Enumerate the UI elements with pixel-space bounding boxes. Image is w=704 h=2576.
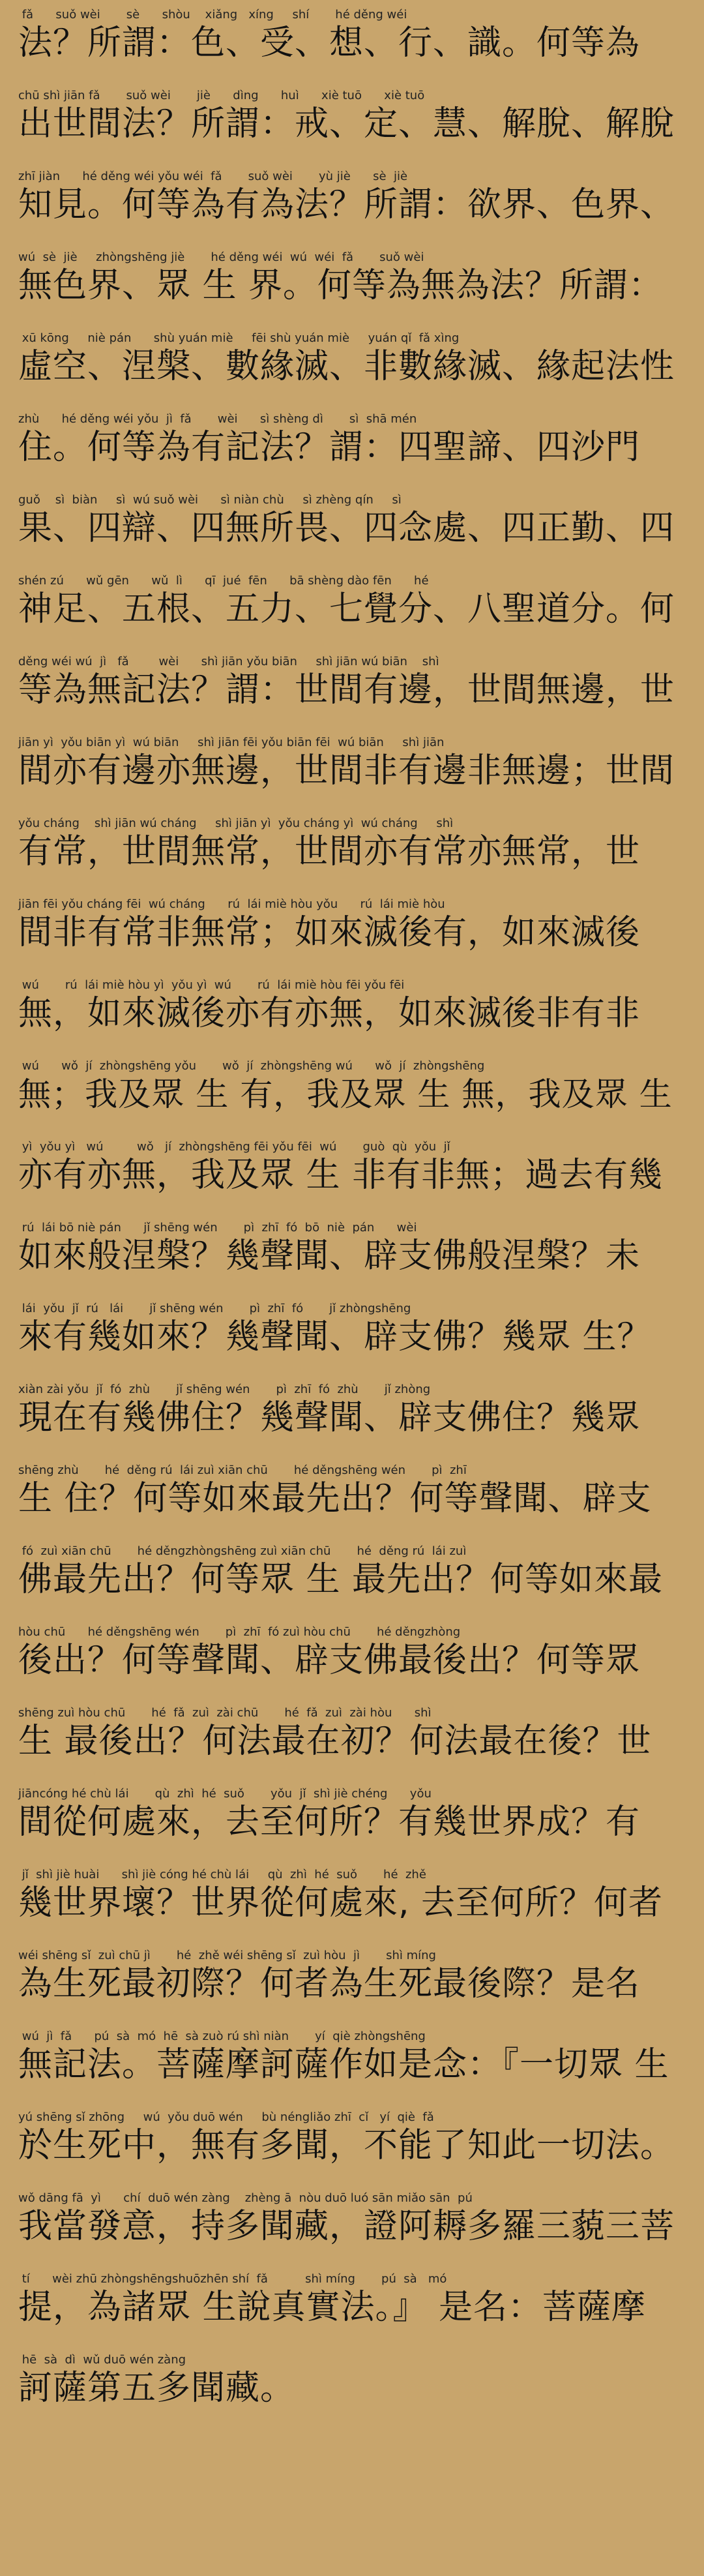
pinyin-line: xū kōng niè pán shù yuán miè fēi shù yuán miè yuán qǐ fǎ xìng <box>18 331 460 345</box>
chinese-text-line: 住。何等為有記法？謂：四聖諦、四沙門 <box>18 428 641 467</box>
annotated-line <box>18 2028 686 2084</box>
pinyin-line: wǒ dāng fā yì chí duō wén zàng zhèng ā nòu duō luó sān miǎo sān pú <box>18 2191 473 2205</box>
annotated-line <box>18 573 686 629</box>
annotated-line <box>18 168 686 224</box>
annotated-line <box>18 1705 686 1761</box>
annotated-line <box>18 330 686 386</box>
annotated-line <box>18 1381 686 1437</box>
pinyin-line: guǒ sì biàn sì wú suǒ wèi sì niàn chù sì zhèng qín sì <box>18 493 402 507</box>
annotated-line <box>18 7 686 63</box>
annotated-line <box>18 1139 686 1195</box>
pinyin-line: wú sè jiè zhòngshēng jiè hé děng wéi wú wéi fǎ suǒ wèi <box>18 250 424 264</box>
annotated-line <box>18 492 686 548</box>
chinese-text-line: 無色界、眾 生 界。何等為無為法？所謂： <box>18 266 664 305</box>
pinyin-line: jǐ shì jiè huài shì jiè cóng hé chù lái qù zhì hé suǒ hé zhě <box>18 1868 426 1881</box>
chinese-text-line: 現在有幾佛住？幾聲聞、辟支佛住？幾眾 <box>18 1398 641 1437</box>
chinese-text-line: 佛最先出？何等眾 生 最先出？何等如來最 <box>18 1560 664 1599</box>
chinese-text-line: 知見。何等為有為法？所謂：欲界、色界、 <box>18 185 675 224</box>
annotated-line <box>18 1220 686 1276</box>
annotated-line <box>18 1300 686 1356</box>
chinese-text-line: 法？所謂：色、受、想、行、識。何等為 <box>18 23 641 63</box>
pinyin-line: yì yǒu yì wú wǒ jí zhòngshēng fēi yǒu fēi wú guò qù yǒu jǐ <box>18 1140 450 1154</box>
chinese-text-line: 有常，世間無常，世間亦有常亦無常，世 <box>18 832 641 871</box>
pinyin-line: shēng zhù hé děng rú lái zuì xiān chū hé děngshēng wén pì zhī <box>18 1463 467 1477</box>
annotated-line <box>18 653 686 710</box>
pinyin-line: yǒu cháng shì jiān wú cháng shì jiān yì yǒu cháng yì wú cháng shì <box>18 816 454 830</box>
annotated-line <box>18 2190 686 2246</box>
chinese-text-line: 果、四辯、四無所畏、四念處、四正勤、四 <box>18 509 675 548</box>
annotated-line <box>18 87 686 143</box>
pinyin-line: jiāncóng hé chù lái qù zhì hé suǒ yǒu jǐ shì jiè chéng yǒu <box>18 1787 432 1801</box>
chinese-text-line: 無記法。菩薩摩訶薩作如是念：『一切眾 生 <box>18 2045 669 2084</box>
pinyin-line: tí wèi zhū zhòngshēngshuōzhēn shí fǎ shì míng pú sà mó <box>18 2272 447 2286</box>
chinese-text-line: 我當發意，持多聞藏，證阿耨多羅三藐三菩 <box>18 2207 675 2246</box>
pinyin-line: fǎ suǒ wèi sè shòu xiǎng xíng shí hé děng wéi <box>18 8 407 22</box>
pinyin-line: lái yǒu jǐ rú lái jǐ shēng wén pì zhī fó jǐ zhòngshēng <box>18 1302 411 1315</box>
annotated-line <box>18 411 686 467</box>
annotated-line <box>18 2271 686 2327</box>
chinese-text-line: 虛空、涅槃、數緣滅、非數緣滅、緣起法性 <box>18 347 675 386</box>
chinese-text-line: 如來般涅槃？幾聲聞、辟支佛般涅槃？未 <box>18 1236 641 1276</box>
chinese-text-line: 神足、五根、五力、七覺分、八聖道分。何 <box>18 590 675 629</box>
annotated-line <box>18 977 686 1033</box>
chinese-text-line: 生 最後出？何法最在初？何法最在後？世 <box>18 1722 652 1761</box>
pinyin-line: zhù hé děng wéi yǒu jì fǎ wèi sì shèng dì sì shā mén <box>18 412 417 426</box>
pinyin-line: rú lái bō niè pán jǐ shēng wén pì zhī fó bō niè pán wèi <box>18 1221 417 1235</box>
pinyin-line: xiàn zài yǒu jǐ fó zhù jǐ shēng wén pì zhī fó zhù jǐ zhòng <box>18 1383 431 1396</box>
annotated-line <box>18 1866 686 1923</box>
chinese-text-line: 出世間法？所謂：戒、定、慧、解脫、解脫 <box>18 104 675 143</box>
chinese-text-line: 無；我及眾 生 有，我及眾 生 無，我及眾 生 <box>18 1075 673 1113</box>
pinyin-line: hòu chū hé děngshēng wén pì zhī fó zuì hòu chū hé děngzhòng <box>18 1625 461 1639</box>
pinyin-line: chū shì jiān fǎ suǒ wèi jiè dìng huì xiè tuō xiè tuō <box>18 89 425 102</box>
annotated-line <box>18 2352 686 2408</box>
chinese-text-line: 於生死中，無有多聞，不能了知此一切法。 <box>18 2126 675 2165</box>
annotated-line <box>18 815 686 871</box>
annotated-line <box>18 1786 686 1842</box>
chinese-text-line: 間非有常非無常；如來滅後有，如來滅後 <box>18 913 641 952</box>
chinese-text-line: 來有幾如來？幾聲聞、辟支佛？幾眾 生？ <box>18 1317 652 1356</box>
pinyin-line: wéi shēng sǐ zuì chū jì hé zhě wéi shēng sǐ zuì hòu jì shì míng <box>18 1949 436 1962</box>
annotated-line <box>18 896 686 952</box>
annotated-line <box>18 1462 686 1518</box>
pinyin-line: shēng zuì hòu chū hé fǎ zuì zài chū hé fǎ zuì zài hòu shì <box>18 1706 432 1720</box>
pinyin-line: fó zuì xiān chū hé děngzhòngshēng zuì xiān chū hé děng rú lái zuì <box>18 1544 467 1558</box>
pinyin-line: děng wéi wú jì fǎ wèi shì jiān yǒu biān shì jiān wú biān shì <box>18 655 439 668</box>
chinese-text-line: 間亦有邊亦無邊，世間非有邊非無邊；世間 <box>18 751 675 790</box>
chinese-text-line: 幾世界壞？世界從何處來, 去至何所？何者 <box>18 1883 664 1923</box>
chinese-text-line: 等為無記法？謂：世間有邊，世間無邊，世 <box>18 670 675 710</box>
chinese-text-line: 生 住？何等如來最先出？何等聲聞、辟支 <box>18 1479 652 1518</box>
pinyin-line: wú wǒ jí zhòngshēng yǒu wǒ jí zhòngshēng wú wǒ jí zhòngshēng <box>18 1059 485 1073</box>
pinyin-line: shén zú wǔ gēn wǔ lì qī jué fēn bā shèng dào fēn hé <box>18 574 429 588</box>
pinyin-line: jiān yì yǒu biān yì wú biān shì jiān fēi yǒu biān fēi wú biān shì jiān <box>18 736 445 749</box>
annotated-line <box>18 1624 686 1680</box>
annotated-line <box>18 2109 686 2165</box>
pinyin-line: wú jì fǎ pú sà mó hē sà zuò rú shì niàn yí qiè zhòngshēng <box>18 2029 426 2043</box>
pinyin-line: hē sà dì wǔ duō wén zàng <box>18 2353 186 2367</box>
pinyin-line: jiān fēi yǒu cháng fēi wú cháng rú lái miè hòu yǒu rú lái miè hòu <box>18 897 445 911</box>
chinese-text-line: 訶薩第五多聞藏。 <box>18 2369 295 2408</box>
annotated-line <box>18 734 686 790</box>
chinese-text-line: 後出？何等聲聞、辟支佛最後出？何等眾 <box>18 1641 641 1680</box>
chinese-text-line: 無，如來滅後亦有亦無，如來滅後非有非 <box>18 994 641 1033</box>
annotated-line <box>18 1543 686 1599</box>
pinyin-line: wú rú lái miè hòu yì yǒu yì wú rú lái miè hòu fēi yǒu fēi <box>18 978 405 992</box>
chinese-text-line: 間從何處來，去至何所？有幾世界成？有 <box>18 1803 641 1842</box>
pinyin-line: yú shēng sǐ zhōng wú yǒu duō wén bù néngliǎo zhī cǐ yí qiè fǎ <box>18 2110 434 2124</box>
pinyin-line: zhī jiàn hé děng wéi yǒu wéi fǎ suǒ wèi yù jiè sè jiè <box>18 170 408 183</box>
chinese-text-line: 提，為諸眾 生說真實法。』 是名：菩薩摩 <box>18 2288 647 2327</box>
annotated-line <box>18 1058 686 1114</box>
chinese-text-line: 為生死最初際？何者為生死最後際？是名 <box>18 1964 641 2003</box>
annotated-line <box>18 1947 686 2003</box>
chinese-text-line: 亦有亦無，我及眾 生 非有非無；過去有幾 <box>18 1156 664 1195</box>
annotated-line <box>18 249 686 305</box>
